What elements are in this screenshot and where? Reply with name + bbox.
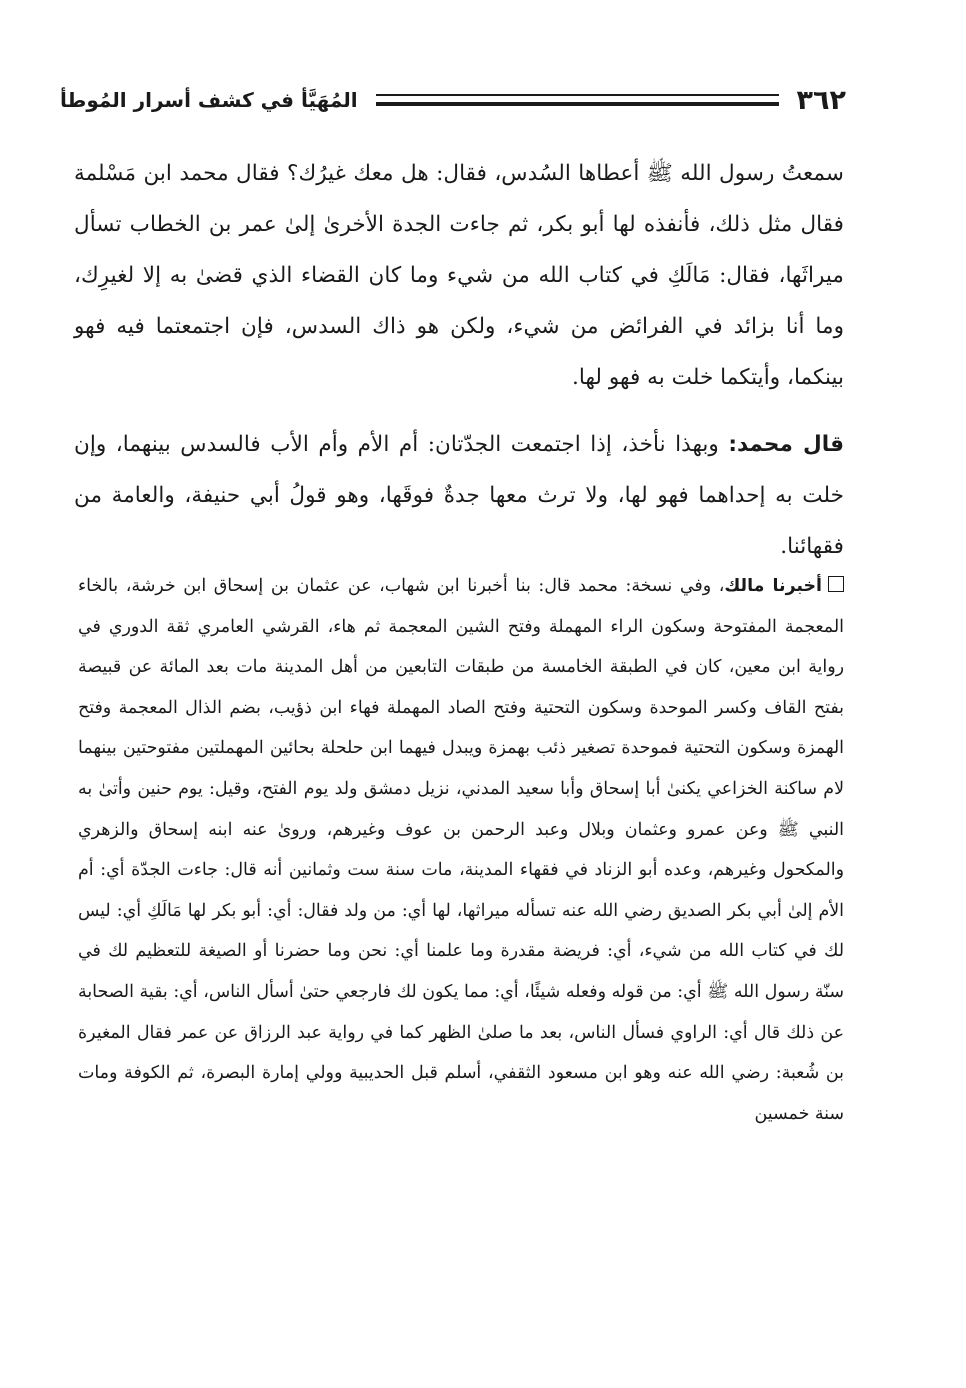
header-rule: [376, 94, 779, 106]
main-paragraph-2-text: وبهذا نأخذ، إذا اجتمعت الجدّتان: أم الأم وأم الأب فالسدس بينهما، وإن خلت به إحداهما فهو لها، ولا ترث معها جدةٌ فوقَها، وهو قولُ أبي حنيفة، والعامة من فقهائنا.: [74, 432, 844, 559]
page-header: [60, 78, 846, 122]
square-marker-icon: [828, 576, 844, 592]
main-paragraph-1: سمعتُ رسول الله ﷺ أعطاها السُدس، فقال: هل معك غيرُك؟ فقال محمد ابن مَسْلمة فقال مثل ذلك، فأنفذه لها أبو بكر، ثم جاءت الجدة الأخرىٰ إلىٰ عمر بن الخطاب تسأل ميراثَها، فقال: مَالَكِ في كتاب الله من شيء وما كان القضاء الذي قضىٰ به إلا لغيرِك، وما أنا بزائد في الفرائض من شيء، ولكن هو ذاك السدس، فإن اجتمعتما فيه فهو بينكما، وأيتكما خلت به فهو لها.: [74, 161, 844, 390]
commentary-lead: أخبرنا مالك: [724, 576, 822, 596]
commentary-block: [78, 566, 844, 1134]
main-text: [74, 148, 844, 572]
commentary-text: ، وفي نسخة: محمد قال: بنا أخبرنا ابن شهاب، عن عثمان بن إسحاق ابن خرشة، بالخاء المعجمة المفتوحة وسكون الراء المهملة وفتح الشين المعجمة ثم هاء، القرشي العامري ثقة الدوري في رواية ابن معين، كان في الطبقة الخامسة من طبقات التابعين من أهل المدينة مات بعد المائة عن قبيصة بفتح القاف وكسر الموحدة وسكون التحتية وفتح الصاد المهملة فهاء ابن ذؤيب، بضم الذال المعجمة وفتح الهمزة وسكون التحتية فموحدة تصغير ذئب بهمزة ويبدل فيهما ابن حلحلة بحائين المهملتين مفتوحتين بينهما لام ساكنة الخزاعي يكنىٰ أبا إسحاق وأبا سعيد المدني، نزيل دمشق ولد يوم الفتح، وقيل: يوم حنين وأتىٰ به النبي ﷺ وعن عمرو وعثمان وبلال وعبد الرحمن بن عوف وغيرهم، وروىٰ عنه ابنه إسحاق والزهري والمكحول وغيرهم، وعده أبو الزناد في فقهاء المدينة، مات سنة ست وثمانين أنه قال: جاءت الجدّة أي: أم الأم إلىٰ أبي بكر الصديق رضي الله عنه تسأله ميراثها، لها أي: من ولد فقال: أي: أبو بكر لها مَالَكِ أي: ليس لك في كتاب الله من شيء، أي: فريضة مقدرة وما علمنا أي: نحن وما حضرنا أو الصيغة للتعظيم لك في سنّة رسول الله ﷺ أي: من قوله وفعله شيئًا، أي: مما يكون لك فارجعي حتىٰ أسأل الناس، أي: بقية الصحابة عن ذلك قال أي: الراوي فسأل الناس، بعد ما صلىٰ الظهر كما في رواية عبد الرزاق عن عمر فقال المغيرة بن شُعبة: رضي الله عنه وهو ابن مسعود الثقفي، أسلم قبل الحديبية وولي إمارة البصرة، ثم الكوفة ومات سنة خمسين: [78, 576, 844, 1124]
commentary-paragraph: [78, 566, 844, 1134]
main-paragraph-2: [74, 419, 844, 572]
muhammad-said-lead: قال محمد:: [728, 432, 844, 457]
page-number: ٣٦٢: [796, 84, 846, 116]
running-title: المُهَيَّأ في كشف أسرار المُوطأ: [60, 88, 358, 112]
